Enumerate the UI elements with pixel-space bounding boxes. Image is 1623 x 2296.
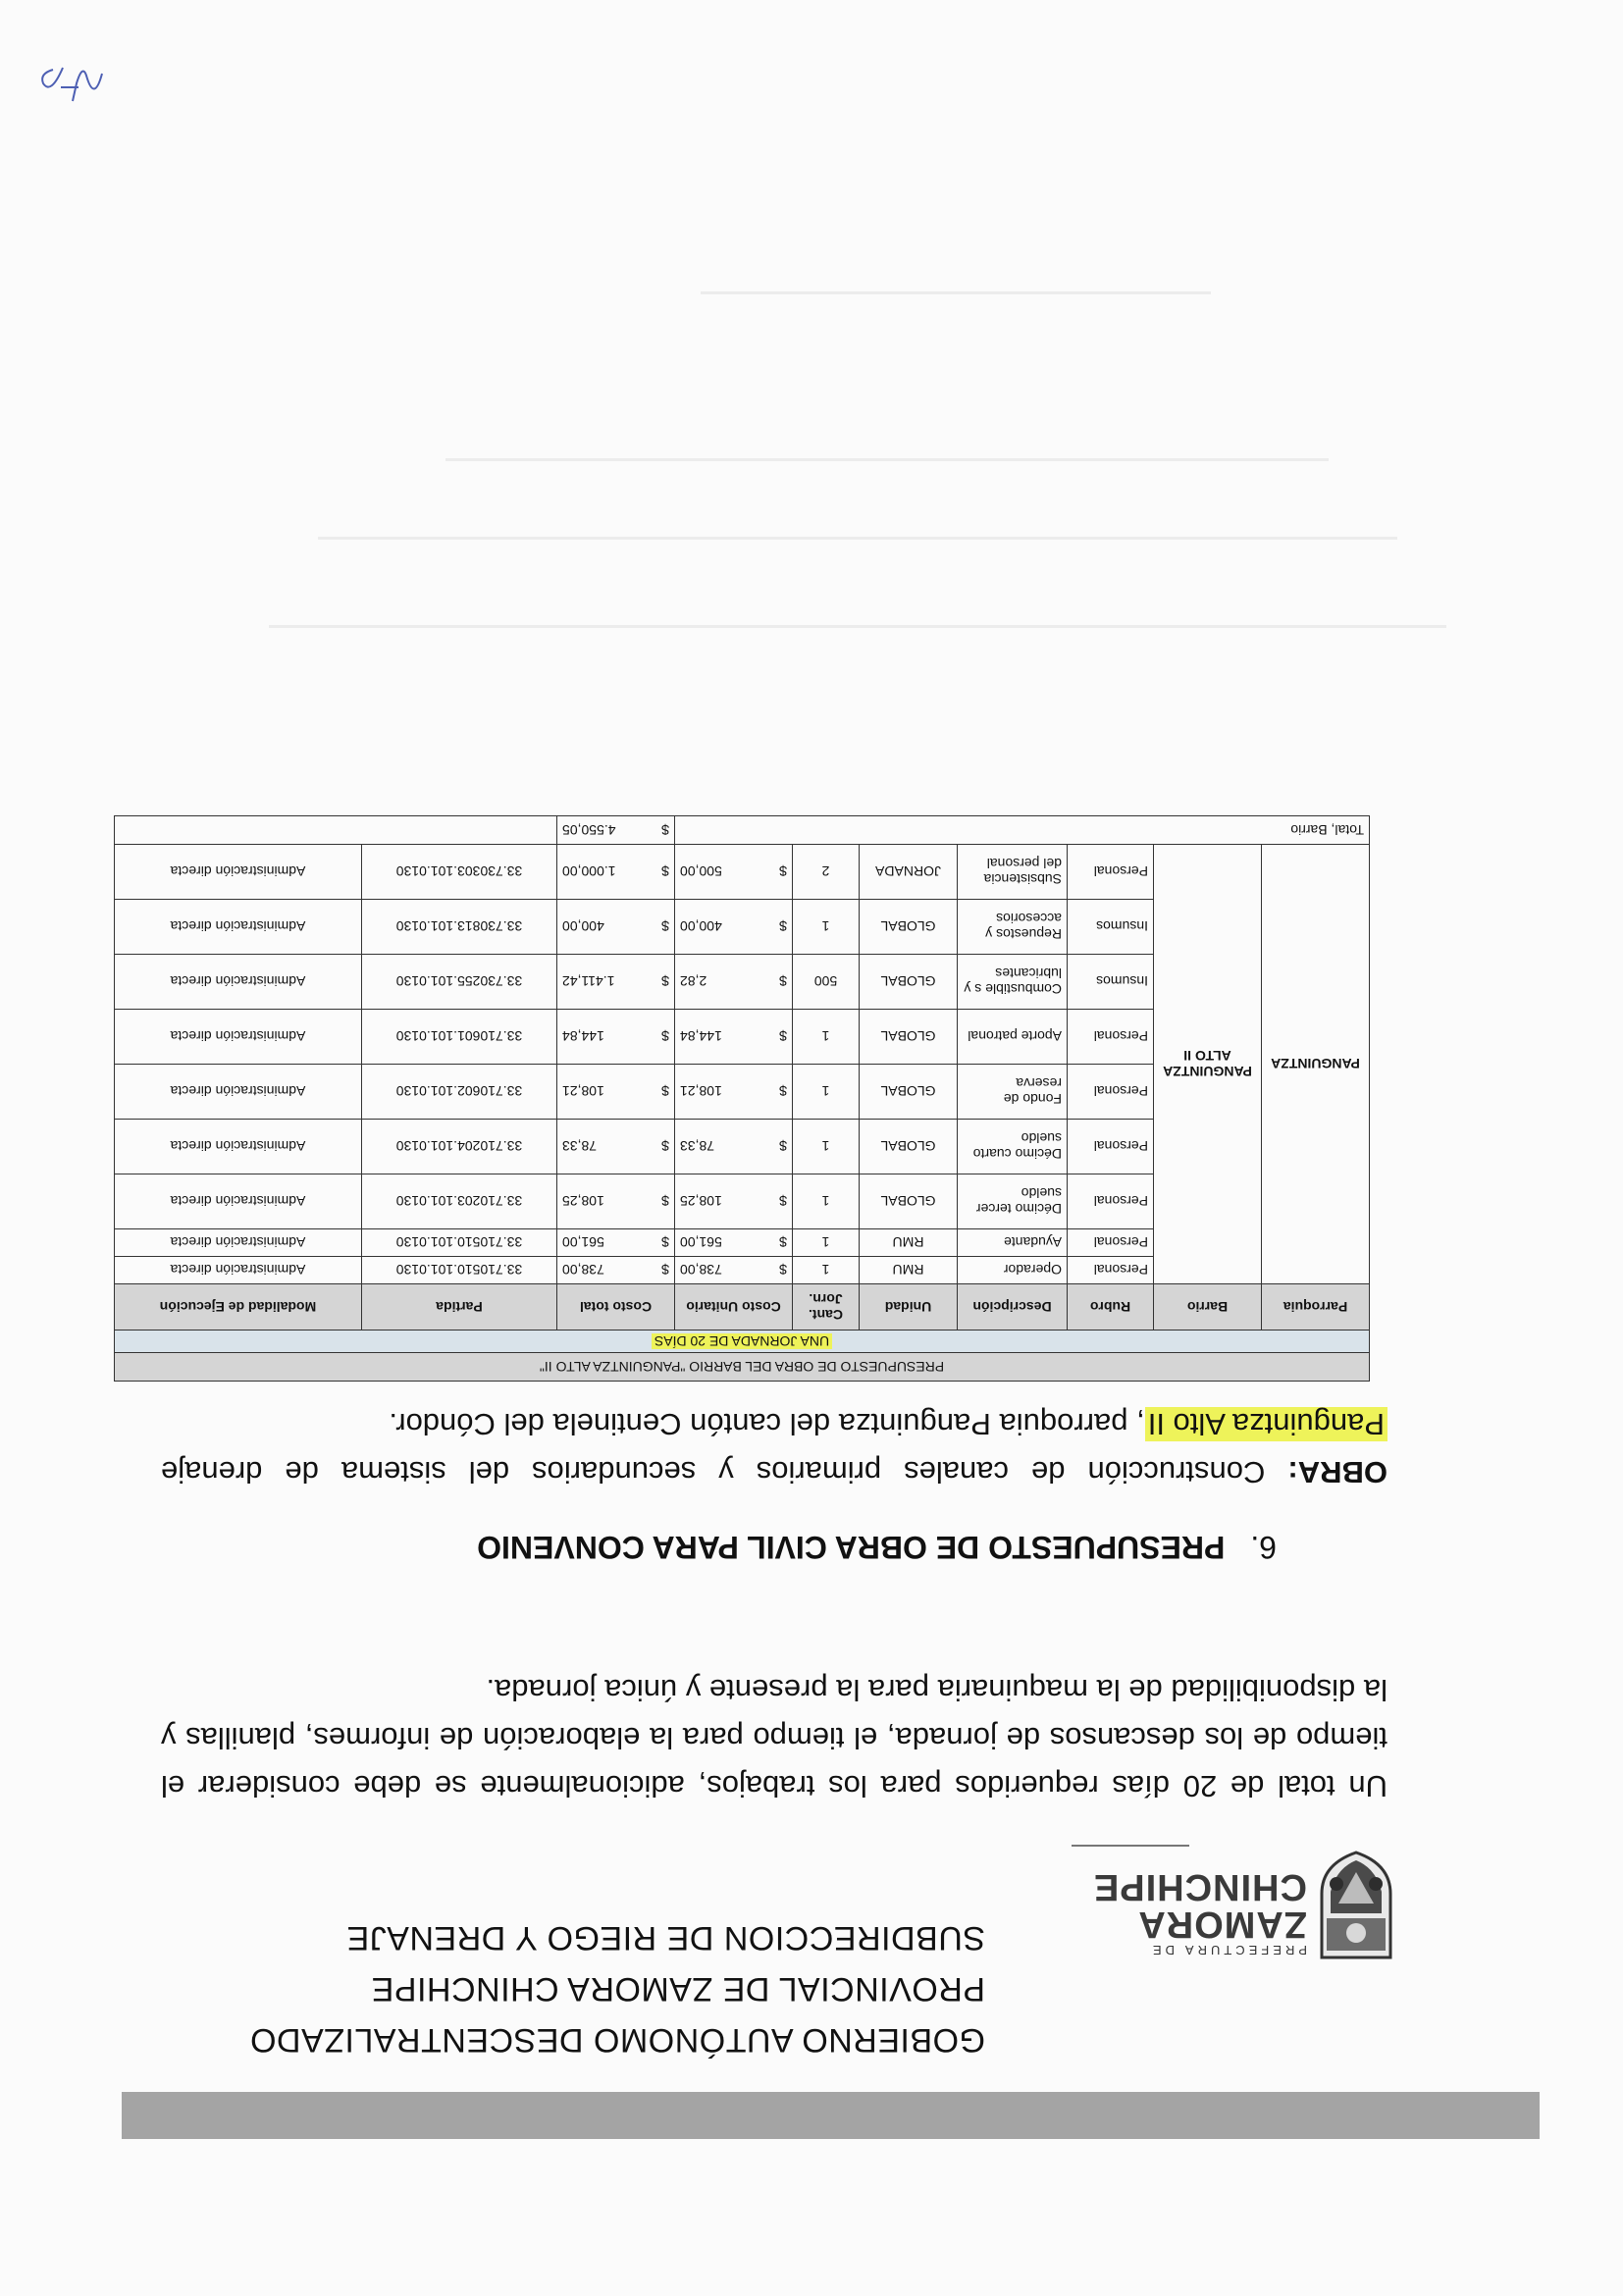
intro-paragraph: Un total de 20 días requeridos para los trabajos, adicionalmente se debe considerar el tiempo de los descansos de jornada, el tiempo para la elaboración de informes, planillas y la disponibilidad de la maquinaria para la presente y única jornada. [161,1673,1387,1803]
cell-costo-total-value: 78,33 [562,1138,598,1155]
cell-rubro: Personal [1068,1120,1154,1174]
cell-descripcion: Fondo de reserva [958,1065,1068,1120]
header-barrio: Barrio [1154,1284,1262,1331]
cell-unidad: RMU [860,1257,958,1284]
cell-costo-total-value: 400,00 [562,918,604,935]
currency-symbol: $ [661,1083,669,1100]
cell-costo-total-value: 1.411,42 [562,973,615,990]
cell-rubro: Personal [1068,1010,1154,1065]
prefecture-logo-text [1092,1866,1307,1957]
cell-costo-total-value: 738,00 [562,1262,604,1278]
section-number: 6. [1250,1530,1277,1565]
cell-rubro: Personal [1068,1229,1154,1257]
cell-costo-unitario-value: 78,33 [680,1138,715,1155]
currency-symbol: $ [779,1193,787,1210]
currency-symbol: $ [779,863,787,880]
cell-costo-total [557,1229,675,1257]
cell-partida: 33.710602.101.0130 [362,1065,557,1120]
section-heading [295,1529,1277,1565]
cell-cant: 2 [793,845,860,900]
cell-costo-unitario-value: 108,25 [680,1193,722,1210]
currency-symbol: $ [661,918,669,935]
cell-unidad: GLOBAL [860,1010,958,1065]
cell-cant: 1 [793,1065,860,1120]
cell-rubro: Personal [1068,1257,1154,1284]
cell-descripcion: Operador [958,1257,1068,1284]
cell-cant: 1 [793,1257,860,1284]
currency-symbol: $ [779,1234,787,1251]
cell-parroquia: PANGUINTZA [1262,845,1370,1284]
cell-cant: 1 [793,1229,860,1257]
cell-costo-total-value: 561,00 [562,1234,604,1251]
cell-cant: 1 [793,1174,860,1229]
cell-costo-unitario [675,1120,793,1174]
header-rubro: Rubro [1068,1284,1154,1331]
currency-symbol: $ [661,1028,669,1045]
cell-partida: 33.710203.101.0130 [362,1174,557,1229]
cell-descripcion: Décimo cuarto sueldo [958,1120,1068,1174]
currency-symbol: $ [779,918,787,935]
cell-cant: 1 [793,900,860,955]
currency-symbol: $ [661,1234,669,1251]
bleed-through-line [318,537,1397,540]
handwritten-initials-signature [33,54,112,113]
cell-costo-total [557,1174,675,1229]
total-label: Total, Barrio [675,816,1370,845]
cell-unidad: JORNADA [860,845,958,900]
cell-unidad: RMU [860,1229,958,1257]
logo-underline [1072,1845,1189,1847]
cell-costo-unitario [675,1174,793,1229]
obra-highlighted-place: Panguintza Alto II [1145,1407,1387,1441]
bleed-through-line [269,625,1446,628]
currency-symbol: $ [661,1262,669,1278]
cell-costo-total-value: 108,21 [562,1083,604,1100]
cell-rubro: Insumos [1068,955,1154,1010]
cell-descripcion: Décimo tercer sueldo [958,1174,1068,1229]
currency-symbol: $ [661,1193,669,1210]
cell-partida: 33.710204.101.0130 [362,1120,557,1174]
cell-costo-total [557,955,675,1010]
total-amount-value: 4.550,05 [562,822,616,838]
cell-partida: 33.730255.101.0130 [362,955,557,1010]
cell-costo-unitario [675,1010,793,1065]
cell-rubro: Personal [1068,1174,1154,1229]
cell-costo-total-value: 1.000,00 [562,863,616,880]
cell-rubro: Personal [1068,1065,1154,1120]
cell-descripcion: Aporte patronal [958,1010,1068,1065]
cell-partida: 33.710510.101.0130 [362,1257,557,1284]
cell-costo-total [557,1065,675,1120]
cell-partida: 33.730303.101.0130 [362,845,557,900]
cell-costo-unitario-value: 400,00 [680,918,722,935]
cell-partida: 33.710601.101.0130 [362,1010,557,1065]
cell-unidad: GLOBAL [860,1120,958,1174]
cell-cant: 1 [793,1120,860,1174]
currency-symbol: $ [779,1083,787,1100]
currency-symbol: $ [779,1138,787,1155]
cell-costo-total [557,900,675,955]
logo-small-text: PREFECTURA DE [1148,1943,1307,1957]
currency-symbol: $ [661,822,669,838]
cell-rubro: Personal [1068,845,1154,900]
cell-barrio: PANGUINTZA ALTO II [1154,845,1262,1284]
cell-modalidad: Administración directa [114,1229,361,1257]
total-blank-cell [114,816,556,845]
cell-descripcion: Ayudante [958,1229,1068,1257]
cell-costo-unitario-value: 108,21 [680,1083,722,1100]
cell-modalidad: Administración directa [114,1065,361,1120]
currency-symbol: $ [779,973,787,990]
header-costo-total: Costo total [557,1284,675,1331]
cell-costo-unitario-value: 738,00 [680,1262,722,1278]
cell-costo-unitario [675,1065,793,1120]
cell-costo-unitario-value: 144,84 [680,1028,722,1045]
header-unidad: Unidad [860,1284,958,1331]
cell-costo-total [557,845,675,900]
cell-costo-unitario-value: 2,82 [680,973,707,990]
obra-text-before: Construcción de canales primarios y secundarios del sistema de drenaje [161,1455,1288,1489]
cell-costo-unitario-value: 500,00 [680,863,722,880]
cell-modalidad: Administración directa [114,1120,361,1174]
currency-symbol: $ [779,1262,787,1278]
cell-costo-unitario [675,1229,793,1257]
budget-table [114,815,1370,1382]
logo-chinchipe: CHINCHIPE [1092,1866,1307,1907]
total-amount [557,816,675,845]
header-costo-unitario: Costo Unitario [675,1284,793,1331]
obra-label: OBRA: [1287,1455,1387,1489]
cell-descripcion: Repuestos y accesorios [958,900,1068,955]
currency-symbol: $ [779,1028,787,1045]
section-title-text: PRESUPUESTO DE OBRA CIVIL PARA CONVENIO [477,1530,1226,1565]
cell-partida: 33.730813.101.0130 [362,900,557,955]
cell-cant: 1 [793,1010,860,1065]
cell-costo-total [557,1120,675,1174]
cell-unidad: GLOBAL [860,1065,958,1120]
obra-description [161,1400,1387,1496]
header-cant: Cant. Jorn. [793,1284,860,1331]
cell-modalidad: Administración directa [114,900,361,955]
cell-costo-total [557,1010,675,1065]
currency-symbol: $ [661,863,669,880]
currency-symbol: $ [661,973,669,990]
heading-line-1: GOBIERNO AUTÓNOMO DESCENTRALIZADO [249,2021,985,2059]
cell-rubro: Insumos [1068,900,1154,955]
header-partida: Partida [362,1284,557,1331]
cell-modalidad: Administración directa [114,955,361,1010]
header-descripcion: Descripción [958,1284,1068,1331]
cell-costo-unitario [675,1257,793,1284]
prefecture-crest-logo [1317,1850,1395,1962]
cell-modalidad: Administración directa [114,1174,361,1229]
heading-line-2: PROVINCIAL DE ZAMORA CHINCHIPE [371,1970,985,2008]
logo-zamora: ZAMORA [1137,1904,1307,1945]
cell-unidad: GLOBAL [860,955,958,1010]
cell-costo-total-value: 144,84 [562,1028,604,1045]
cell-modalidad: Administración directa [114,845,361,900]
header-modalidad: Modalidad de Ejecución [114,1284,361,1331]
cell-costo-unitario [675,845,793,900]
heading-line-3: SUBDIRECCION DE RIEGO Y DRENAJE [346,1919,985,1957]
total-row [114,816,1369,845]
cell-partida: 33.710510.101.0130 [362,1229,557,1257]
cell-costo-total [557,1257,675,1284]
cell-modalidad: Administración directa [114,1010,361,1065]
bleed-through-line [701,291,1211,294]
cell-unidad: GLOBAL [860,900,958,955]
bleed-through-line [445,458,1329,461]
cell-costo-unitario-value: 561,00 [680,1234,722,1251]
cell-descripcion: Combustible s y lubricantes [958,955,1068,1010]
institution-heading [181,1912,985,2065]
cell-cant: 500 [793,955,860,1010]
table-subtitle [114,1331,1369,1353]
cell-costo-unitario [675,900,793,955]
header-band [122,2092,1540,2139]
cell-modalidad: Administración directa [114,1257,361,1284]
obra-text-after: , parroquia Panguintza del cantón Centinela del Cóndor. [389,1407,1145,1441]
cell-costo-unitario [675,955,793,1010]
cell-unidad: GLOBAL [860,1174,958,1229]
cell-descripcion: Subsistencia del personal [958,845,1068,900]
cell-costo-total-value: 108,25 [562,1193,604,1210]
currency-symbol: $ [661,1138,669,1155]
table-subtitle-text: UNA JORNADA DE 20 DÍAS [652,1333,832,1349]
header-parroquia: Parroquia [1262,1284,1370,1331]
table-title: PRESUPUESTO DE OBRA DEL BARRIO "PANGUINTZA ALTO II" [114,1353,1369,1382]
table-row [114,1257,1369,1284]
